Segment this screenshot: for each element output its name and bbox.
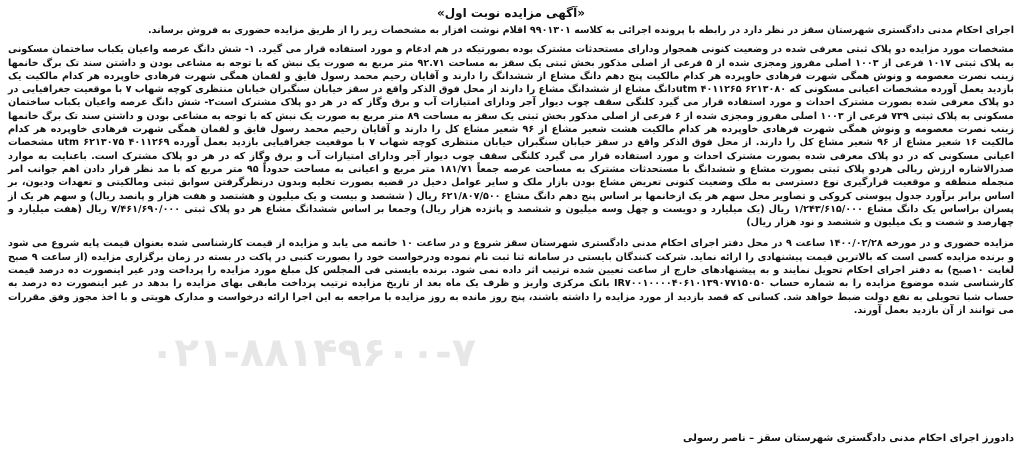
phone-watermark: ۰۲۱-۸۸۱۴۹۶۰۰-۷ [150, 330, 477, 376]
notice-title: «آگهی مزایده نوبت اول» [437, 6, 585, 20]
signature-line: دادورز اجرای احکام مدنی دادگستری شهرستان سقز – ناصر رسولی [683, 433, 1014, 444]
auction-terms-paragraph: مزایده حضوری و در مورخه ۱۴۰۰/۰۲/۲۸ ساعت ۹ در محل دفتر اجرای احکام مدنی دادگستری شهرستان سقز شروع و در ساعت ۱۰ خاتمه می یابد و مزایده از قیمت کارشناسی شده بعنوان قیمت پایه شروع می شود و برنده مزایده کسی است که بالاترین قیمت پیشنهادی را ارائه نماید. شرکت کنندگان بایستی در سامانه ثنا ثبت نام نموده ودرخواست خود را بصورت کتبی در پاکت در بسته در زمان برگزاری مزایده (از ساعت ۹ صبح لغایت ۱۰صبح) به دفتر اجرای احکام تحویل نمایند و به پیشنهادهای خارج از ساعت تعیین شده ترتیب اثر داده نمی شود. برنده بایستی فی المجلس کل مبلغ مورد مزایده را پرداخت ودر غیر اینصورت ده درصد قیمت کارشناسی شده موضوع مزایده را به شماره حساب IR۷۰۰۱۰۰۰۰۴۰۶۱۰۱۳۹۰۷۷۱۵۰۵۰ بانک مرکزی واریز و ظرف یک ماه بعد از تاریخ مزایده ترتیب پرداخت مابقی بهای مزایده را بدهد در غیر اینصورت ده درصد به حساب شبا تحویلی به نفع دولت ضبط خواهد شد. کسانی که قصد بازدید از مورد مزایده را داشته باشند، پنج روز مانده به روز مزایده با مراجعه به این اجرا ارائه درخواست و مدارک هویتی و با اخذ مجوز وفق مقررات می توانند از آن بازدید بعمل آورند. [8, 238, 1015, 316]
intro-paragraph: اجرای احکام مدنی دادگستری شهرستان سقز در نظر دارد در رابطه با پرونده اجرائی به کلاسه ۹۹۰۱۳۰۱ اقلام نوشت افزار به مشخصات زیر را از طریق مزایده حضوری به فروش برساند. [147, 25, 1014, 36]
property-details-paragraph: مشخصات مورد مزایده دو پلاک ثبتی معرفی شده در وضعیت کنونی همجوار ودارای مستحدثات مشترک بوده بصورتیکه در هم ادغام و مورد استفاده قرار می گیرد. ۱- شش دانگ عرصه واعیان یکباب ساختمان مسکونی به پلاک ثبتی ۱۰۱۷ فرعی از ۱۰۰۳ اصلی مفروز ومجزی شده از ۵ فرعی از اصلی مذکور بخش ثبتی یک سقز به مساحت ۹۲.۷۱ متر مربع به صورت یک نبش که با توجه به مشاعی بودن و داشتن سند تک برگ خانمها زینب نصرت معصومه و ونوش همگی شهرت فرهادی خاوپرده هر کدام مالکیت پنج دهم دانگ مشاع از ششدانگ را دارند و آقایان رحیم محمد رسول فایق و لقمان همگی شهرت فرهادی خاوپرده هر کدام مالکیت یک بازدید یعمل آورده مشخصات اعیانی مسکونی که ۶۲۱۳۰۸۰ ۴۰۱۱۲۶۵ utmدانگ مشاع از ششدانگ مشاع را دارند از محل فوق الذکر واقع در سقز خیابان سنگبران خیابان منتظری کوچه شهاب ۷ با موقعیت جغرافیایی در دو پلاک معرفی شده بصورت مشترک احداث و مورد استفاده قرار می گیرد کلنگی سقف چوب دیوار آجر ودارای امتیازات آب و برق وگاز که در هر دو پلاک مشترک است۲- شش دانگ عرصه واعیان یکباب ساختمان مسکونی به پلاک ثبتی ۷۳۹ فرعی از ۱۰۰۳ اصلی مفروز ومجزی شده از ۶ فرعی از اصلی مذکور بخش ثبتی یک سقز به مساحت ۸۹ متر مربع به صورت یک نبش که با توجه به مشاعی بودن و داشتن سند تک برگ خانمها زینب نصرت معصومه و ونوش همگی شهرت فرهادی خاوپرده هر کدام مالکیت هشت شعیر مشاع از ۹۶ شعیر مشاع کل را دارند و آقایان رحیم محمد رسول فایق و لقمان همگی شهرت فرهادی خاوپرده هر کدام مالکیت ۱۶ شعیر مشاع از ۹۶ شعیر مشاع کل را دارند. از محل فوق الذکر واقع در سقز خیابان سنگبران خیابان منتظری کوچه شهاب ۷ با موقعیت جغرافیایی بازدید بعمل آورده ۴۰۱۱۲۶۹ ۶۲۱۳۰۷۵ utm مشخصات اعیانی مسکونی که در دو پلاک معرفی شده بصورت مشترک احداث و مورد استفاده قرار می گیرد کلنگی سقف چوب دیوار آجر ودارای امتیازات آب و برق وگاز که در هر دو پلاک مشترک است. باعنایت به موارد صدرالاشاره ارزش ریالی هردو پلاک ثبتی بصورت مشاع و ششدانگ با مستحدثات مشترک به مساحت عرصه جمعاً ۱۸۱/۷۱ متر مربع و اعیانی به مساحت حدوداً ۹۵ متر مربع که با مد نظر قرار دادن اهم جوانب امر منجمله منطقه و موقعیت قرارگیری نوع دسترسی به ملک وضعیت کنونی تعریض مشاع بودن بازار ملک و سایر عوامل دخیل در قضیه بصورت تخلیه وبدون درنظرگرفتن سوابق ثبتی ومالکیتی و تعهدات ودیون، بر اساس برابر برآورد جدول پیوستی کروکی و تصاویر محل سهم هر یک ازخانمها بر اساس پنج دهم دانگ مشاع ۶۲۱/۸۰۷/۵۰۰ ریال ( ششصد و بیست و یک میلیون و هشتصد و هفت هزار و پانصد ریال) و سهم هر یک از پسران براساس یک دانگ مشاع ۱/۲۴۳/۶۱۵/۰۰۰ ریال (یک میلیارد و دویست و چهل وسه میلیون و ششصد و پانزده هزار ریال) وجمعا بر اساس ششدانگ مشاع هر دو پلاک ثبتی ۷/۴۶۱/۶۹۰/۰۰۰ ریال (هفت میلیارد و چهارصد و شصت و یک میلیون و ششصد و نود هزار ریال) [8, 44, 1015, 229]
